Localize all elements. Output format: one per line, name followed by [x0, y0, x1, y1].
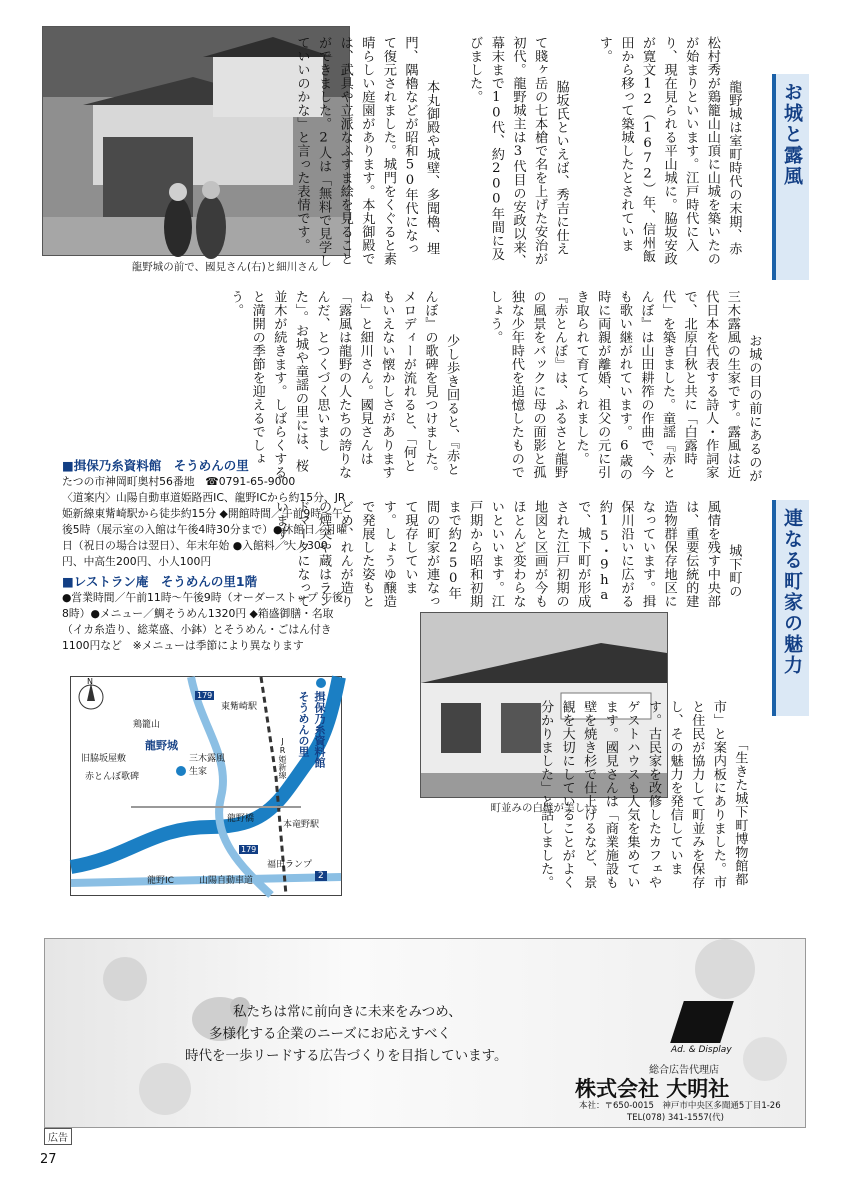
- section1-p2: 脇坂氏といえば、秀吉に仕えて賤ヶ岳の七本槍で名を上げた安治が初代。龍野城主は3代目の安政以来、幕末まで10代、約200年間に及びました。: [467, 36, 569, 268]
- ad-company: 株式会社 大明社: [575, 1076, 730, 1101]
- section2-heading: 連なる町家の魅力: [772, 500, 809, 716]
- section1-heading: お城と露風: [772, 74, 809, 280]
- museum-marker: [316, 678, 326, 688]
- ad-tagline: 総合広告代理店: [649, 1065, 719, 1076]
- castle-photo-caption: 龍野城の前で、國見さん(右)と細川さん: [131, 261, 319, 273]
- section2-p1: 城下町の風情を残す中央部は、重要伝統的建造物群保存地区になっています。揖保川沿いに広がる約15・9haで、城下町が形成された江戸初期の地図と区画が今もほとんど変わらないといいます。江戸期から昭和初期まで約250年間の町家が連なって現存しています。しょうゆ醸造で発展した姿もとどめ、れんが造りの煙突や蔵はランドマークになっています。: [272, 500, 742, 608]
- map-north: N: [87, 677, 93, 686]
- ad-line1: 私たちは常に前向きに未来をみつめ、: [233, 1004, 462, 1020]
- restaurant-title: ■レストラン庵 そうめんの里1階: [62, 574, 258, 589]
- ad-line3: 時代を一歩リードする広告づくりを目指しています。: [185, 1048, 508, 1064]
- map-route-179b: 179: [241, 845, 257, 854]
- map-route-2: 2: [315, 871, 327, 881]
- section1-p5: 少し歩き回ると、『赤とんぼ』の歌碑を見つけました。メロディーが流れると、「何ともいえない懐かしさがありますね」と細川さん。國見さんは「露風は龍野の人たちの誇りなんだ、とつくづく思いました」。お城や童謡の里には、桜並木が続きます。しばらくすると満開の季節を迎えるでしょう。: [228, 290, 460, 479]
- ad-banner: [44, 938, 806, 1128]
- map-ibogawa: 揖保川: [181, 837, 214, 850]
- section1-text-lower: [56, 290, 786, 485]
- map-jr: JR姫新線: [278, 737, 287, 779]
- map-wakizaka: 旧脇坂屋敷: [81, 754, 127, 764]
- map-fukuda: 福田ランプ: [267, 860, 313, 870]
- map-tatsuno-ic: 龍野IC: [147, 876, 174, 886]
- map-higashihazaki: 東觜崎駅: [221, 702, 258, 712]
- section2-p2: 「生きた城下町博物館都市」と案内板にありました。市と住民が協力して町並みを保存し、その魅力を発信しています。古民家を改修したカフェやゲストハウスも人気を集めています。國見さんは「商業施設も壁を焼き杉で仕上げるなど、景観を大切にしていることがよく分かりました」と話しました。: [538, 700, 748, 889]
- map-hontatsuno: 本竜野駅: [283, 820, 320, 830]
- map-route-179a: 179: [197, 691, 213, 700]
- ad-tel: TEL(078) 341-1557(代): [627, 1113, 724, 1123]
- section1-p1: 龍野城は室町時代の末期、赤松村秀が鶏籠山山頂に山城を築いたのが始まりといいます。江戸時代に入り、現在見られる平山城に。脇坂安政が寛文12（1672）年、信州飯田から移って築城したとされています。: [596, 36, 742, 266]
- area-map: [70, 676, 342, 896]
- section1-p4: お城の目の前にあるのが三木露風の生家です。露風は近代日本を代表する詩人・作詞家で、北原白秋と共に「白露時代」を築きました。童謡『赤とんぼ』は山田耕筰の作曲で、今も歌い継がれています。6歳の時に両親が離婚、祖父の元に引き取られて育てられました。『赤とんぼ』は、ふるさと龍野の風景をバックに母の面影と孤独な少年時代を追憶したものでしょう。: [487, 290, 762, 483]
- ad-address: 本社：〒650-0015 神戸市中央区多聞通5丁目1-26: [579, 1101, 781, 1111]
- section2-text-upper: [272, 500, 766, 608]
- restaurant-details: ●営業時間／午前11時～午後9時（オーダーストップ 午後8時）●メニュー／鯛そうめん1320円 ◆箱盛御膳・名取（イカ糸造り、総菜盛、小鉢）とそうめん・ごはん付き1100円など ※メニューは季節により異なります: [62, 591, 343, 652]
- page-number: 27: [40, 1152, 57, 1167]
- ad-logo-sub: Ad. & Display: [671, 1045, 732, 1055]
- map-keirozan: 鶏籠山: [133, 720, 161, 730]
- museum-title: ■揖保乃糸資料館 そうめんの里: [62, 458, 249, 473]
- museum-address: たつの市神岡町奥村56番地 ☎0791-65-9000: [62, 475, 296, 488]
- map-miki: 三木露風 生家: [189, 754, 226, 777]
- ad-line2: 多様化する企業のニーズにお応えすべく: [209, 1026, 452, 1042]
- section2-text-lower: [356, 500, 416, 900]
- castle-marker: [176, 766, 186, 776]
- map-tatsunobashi: 龍野橋: [227, 814, 255, 824]
- map-tatsuno-castle: 龍野城: [145, 739, 178, 752]
- map-museum: 揖保乃糸資料館 そうめんの里: [297, 691, 326, 768]
- map-akatonbo: 赤とんぼ歌碑: [85, 772, 140, 782]
- map-sanyo: 山陽自動車道: [199, 876, 254, 886]
- section1-p3: 本丸御殿や城壁、多聞櫓、埋門、隅櫓などが昭和50年代になって復元されました。城門をくぐると素晴らしい庭園があります。本丸御殿では、武具や立派なふすま絵を見ることができました。2人は「無料で見学していいのかな」と言った表情です。: [294, 36, 440, 268]
- museum-details: 〈道案内〉山陽自動車道姫路西IC、龍野ICから約15分、JR姫新線東觜崎駅から徒歩約15分 ◆開館時間／午前9時～午後5時（展示室の入館は午後4時30分まで）●休館日／月曜日（祝日の場合は翌日）、年末年始 ●入館料／大人300円、中高生200円、小人100円: [62, 491, 348, 568]
- townscape-photo-caption: 町並みの白壁が美しい: [490, 802, 596, 814]
- ad-label: 広告: [44, 1128, 72, 1145]
- section1-text-upper: [294, 36, 766, 268]
- ad-message: [185, 1001, 605, 1067]
